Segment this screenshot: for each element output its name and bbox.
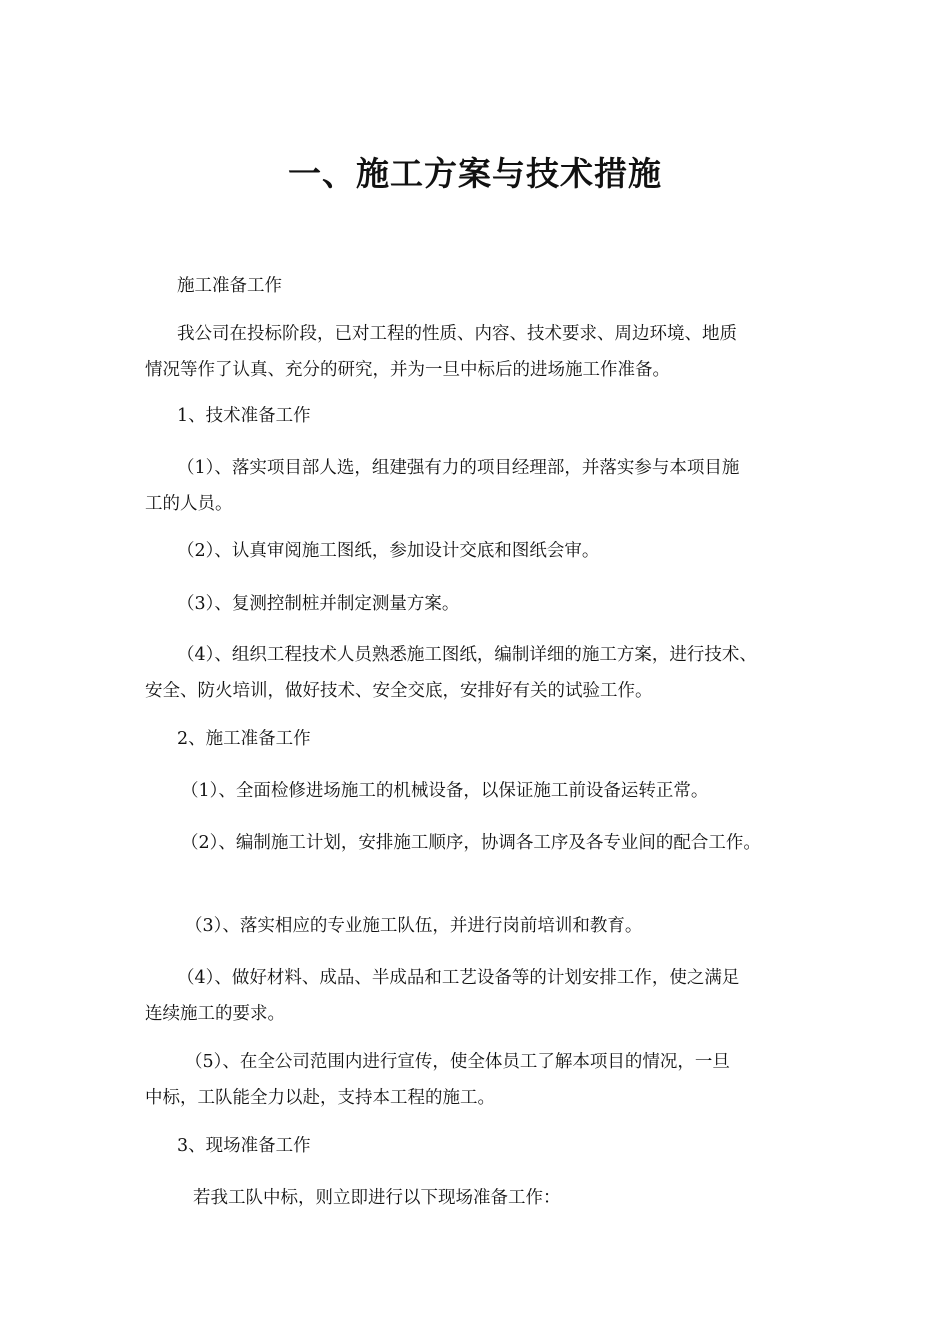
text-line: （4）、做好材料、成品、半成品和工艺设备等的计划安排工作，使之满足 (177, 968, 740, 988)
text-line: 施工准备工作 (177, 276, 282, 296)
text-line: 安全、防火培训，做好技术、安全交底，安排好有关的试验工作。 (145, 681, 653, 701)
text-line: 2、施工准备工作 (177, 729, 311, 749)
text-line: （4）、组织工程技术人员熟悉施工图纸，编制详细的施工方案，进行技术、 (177, 645, 757, 665)
section-heading-site (145, 1128, 839, 1164)
text-line: （1）、落实项目部人选，组建强有力的项目经理部，并落实参与本项目施 (177, 458, 740, 478)
paragraph-site-intro (145, 1180, 855, 1216)
text-line: （3）、复测控制桩并制定测量方案。 (177, 594, 460, 614)
list-item-cons-1 (145, 773, 843, 809)
text-line: （3）、落实相应的专业施工队伍，并进行岗前培训和教育。 (185, 916, 643, 936)
text-line: 连续施工的要求。 (145, 1004, 285, 1024)
text-line: 我公司在投标阶段，已对工程的性质、内容、技术要求、周边环境、地质 (177, 324, 737, 344)
list-item-cons-2 (145, 825, 843, 861)
list-item-cons-3 (145, 908, 847, 944)
text-line: 工的人员。 (145, 494, 233, 514)
text-line: （5）、在全公司范围内进行宣传，使全体员工了解本项目的情况，一旦 (185, 1052, 730, 1072)
text-line: （2）、认真审阅施工图纸，参加设计交底和图纸会审。 (177, 541, 600, 561)
section-heading-technical (145, 398, 839, 434)
list-item-tech-1 (145, 450, 807, 522)
text-line: （1）、全面检修进场施工的机械设备，以保证施工前设备运转正常。 (181, 781, 709, 801)
text-line: 中标，工队能全力以赴，支持本工程的施工。 (145, 1088, 495, 1108)
list-item-tech-2 (145, 533, 839, 569)
section-heading-construction (145, 721, 839, 757)
list-item-cons-5 (145, 1044, 807, 1116)
document-title: 一、施工方案与技术措施 (288, 154, 662, 193)
text-line: 情况等作了认真、充分的研究，并为一旦中标后的进场施工作准备。 (145, 360, 670, 380)
paragraph-intro (145, 316, 807, 388)
paragraph-prep-heading (145, 268, 839, 304)
text-line: 若我工队中标，则立即进行以下现场准备工作： (193, 1188, 561, 1208)
list-item-tech-3 (145, 586, 839, 622)
text-line: 1、技术准备工作 (177, 406, 311, 426)
list-item-cons-4 (145, 960, 807, 1032)
list-item-tech-4 (145, 637, 807, 709)
text-line: （2）、编制施工计划，安排施工顺序，协调各工序及各专业间的配合工作。 (181, 833, 761, 853)
text-line: 3、现场准备工作 (177, 1136, 311, 1156)
